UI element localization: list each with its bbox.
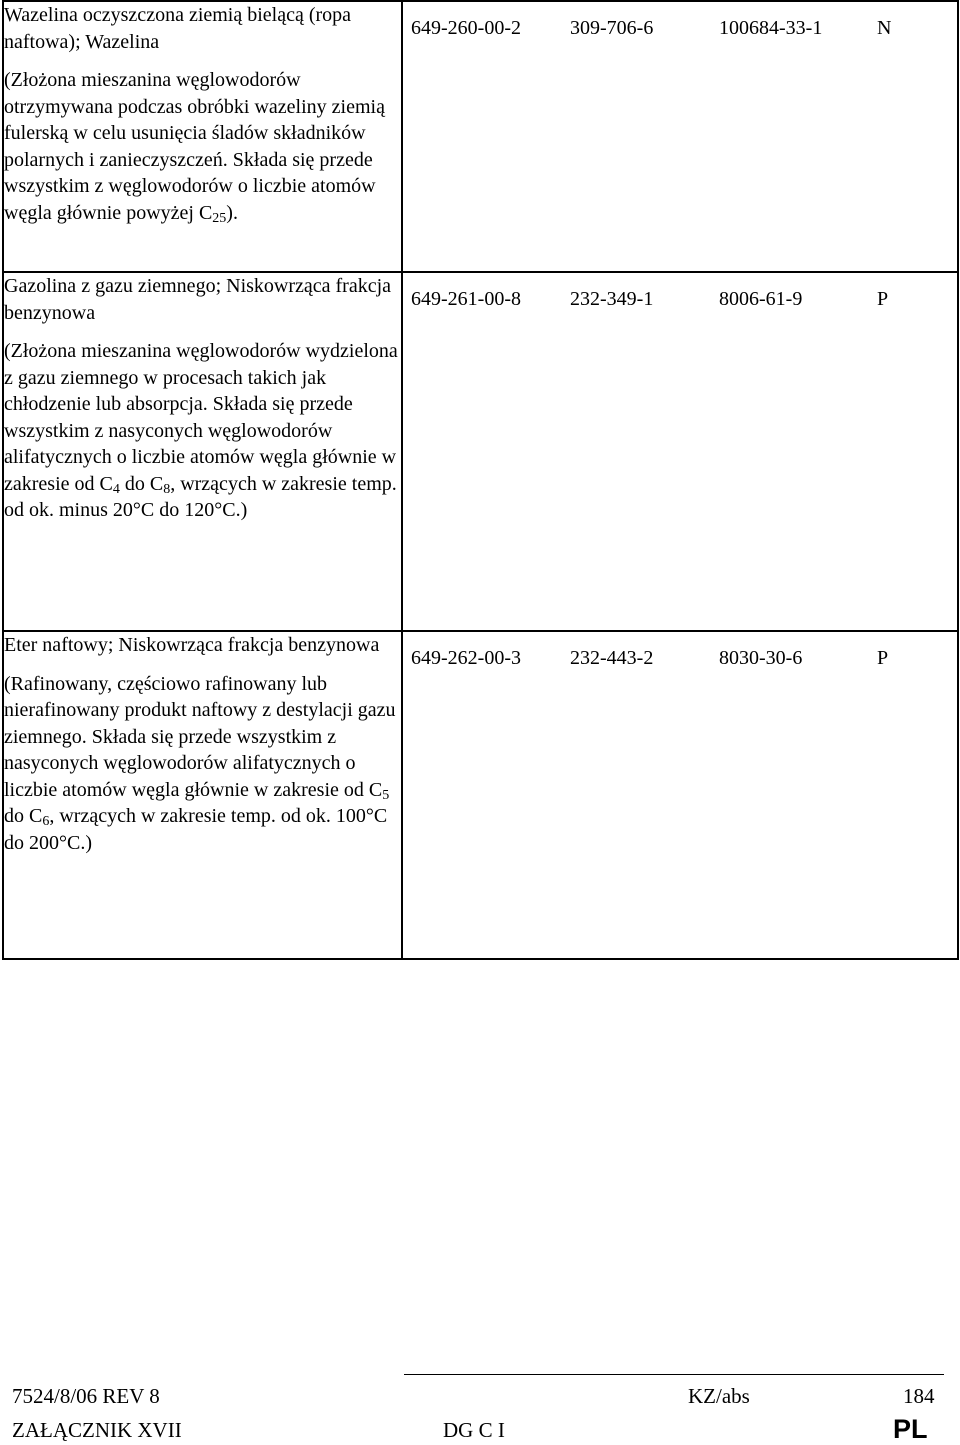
code-line: [403, 273, 957, 326]
annex-label: ZAŁĄCZNIK XVII: [12, 1418, 182, 1442]
codes-cell: [402, 272, 958, 631]
substance-description-cell: [3, 272, 402, 631]
author-initials: KZ/abs: [688, 1384, 750, 1408]
substance-table: [2, 0, 959, 960]
substance-name: Wazelina oczyszczona ziemią bielącą (ropa naftowa); Wazelina: [4, 4, 352, 53]
cas-number: 8006-61-9: [719, 288, 803, 310]
einecs-number: 309-706-6: [570, 17, 654, 39]
note-code: P: [877, 647, 889, 669]
substance-detail: (Złożona mieszanina węglowodorów wydzielona z gazu ziemnego w procesach takich jak chłodzenie lub absorpcja. Składa się przede wszystkim z nasyconych węglowodorów alifatycznych o liczbie atomów węgla głównie w zakresie od $C_4$ do $C_8$, wrzących w zakresie temp. od ok. minus 20°C do 120°C.): [4, 340, 398, 521]
cas-number: 8030-30-6: [719, 647, 803, 669]
code-line: [403, 632, 957, 685]
footer-divider: [404, 1374, 944, 1375]
einecs-number: 232-349-1: [570, 288, 654, 310]
document-reference: 7524/8/06 REV 8: [12, 1384, 160, 1408]
ec-index-number: 649-262-00-3: [411, 647, 521, 669]
note-code: P: [877, 288, 889, 310]
substance-detail: (Złożona mieszanina węglowodorów otrzymywana podczas obróbki wazeliny ziemią fulerską w celu usunięcia śladów składników polarnych i zanieczyszczeń. Składa się przede wszystkim z węglowodorów o liczbie atomów węgla głównie powyżej $C_{25}$).: [4, 69, 385, 226]
codes-cell: [402, 631, 958, 959]
ec-index-number: 649-261-00-8: [411, 288, 521, 310]
table-row: [3, 1, 958, 272]
substance-detail: (Rafinowany, częściowo rafinowany lub nierafinowany produkt naftowy z destylacji gazu ziemnego. Składa się przede wszystkim z nasyconych węglowodorów alifatycznych o liczbie atomów węgla głównie w zakresie od $C_5$ do $C_6$, wrzących w zakresie temp. od ok. 100°C do 200°C.): [4, 672, 396, 854]
ec-index-number: 649-260-00-2: [411, 17, 521, 39]
cas-number: 100684-33-1: [719, 17, 823, 39]
table-row: [3, 631, 958, 959]
substance-name: Gazolina z gazu ziemnego; Niskowrząca frakcja benzynowa: [4, 275, 392, 324]
code-line: [403, 2, 957, 55]
substance-description-cell: [3, 1, 402, 272]
substance-name: Eter naftowy; Niskowrząca frakcja benzynowa: [4, 634, 380, 656]
language-code: PL: [893, 1414, 928, 1444]
codes-cell: [402, 1, 958, 272]
note-code: N: [877, 17, 892, 39]
page-number: 184: [903, 1384, 935, 1408]
substance-description-cell: [3, 631, 402, 959]
directorate-label: DG C I: [443, 1418, 505, 1442]
table-row: [3, 272, 958, 631]
einecs-number: 232-443-2: [570, 647, 654, 669]
